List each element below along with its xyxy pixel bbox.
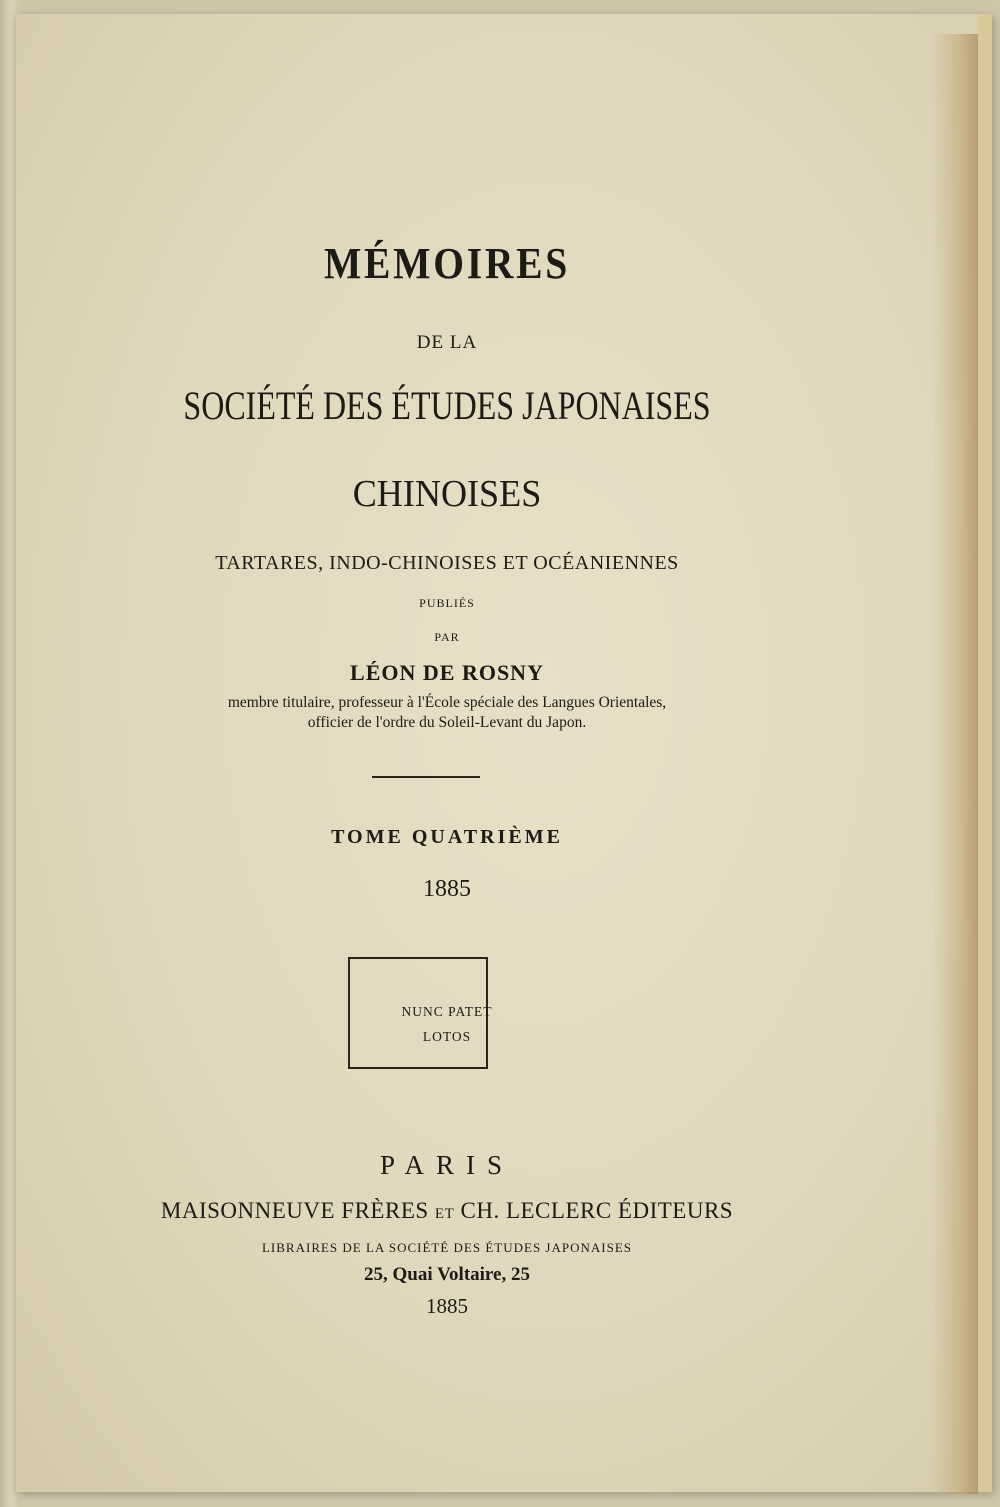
booksellers-line: LIBRAIRES DE LA SOCIÉTÉ DES ÉTUDES JAPONAISES: [261, 1240, 632, 1255]
par-label: PAR: [434, 630, 460, 644]
publies-label: PUBLIÉS: [419, 596, 475, 610]
page-edge-shadow: [932, 34, 978, 1494]
society-name-line1: SOCIÉTÉ DES ÉTUDES JAPONAISES: [183, 383, 711, 428]
motto-line1: NUNC PATET: [401, 1004, 493, 1019]
publisher-part2: CH. LECLERC ÉDITEURS: [454, 1198, 734, 1223]
author-affiliation-line2: officier de l'ordre du Soleil-Levant du Japon.: [307, 714, 587, 731]
title-page: [16, 14, 992, 1492]
volume-label: TOME QUATRIÈME: [331, 826, 563, 848]
society-name-line2: CHINOISES: [352, 473, 542, 515]
author-affiliation-line1: membre titulaire, professeur à l'École spéciale des Langues Orientales,: [227, 694, 667, 711]
publisher-et: ET: [434, 1206, 455, 1222]
book-title: MÉMOIRES: [323, 239, 571, 288]
title-de-la: DE LA: [416, 332, 478, 353]
author-name: LÉON DE ROSNY: [350, 660, 544, 685]
society-name-line3: TARTARES, INDO-CHINOISES ET OCÉANIENNES: [215, 552, 679, 574]
publisher-part1: MAISONNEUVE FRÈRES: [160, 1198, 435, 1223]
imprint-year: 1885: [426, 1294, 468, 1318]
motto-line2: LOTOS: [422, 1029, 472, 1044]
separator-rule: [372, 776, 480, 778]
imprint-city: PARIS: [379, 1150, 515, 1180]
publisher-address: 25, Quai Voltaire, 25: [364, 1264, 530, 1285]
volume-year: 1885: [423, 876, 471, 902]
publisher-name: [16, 1198, 878, 1224]
